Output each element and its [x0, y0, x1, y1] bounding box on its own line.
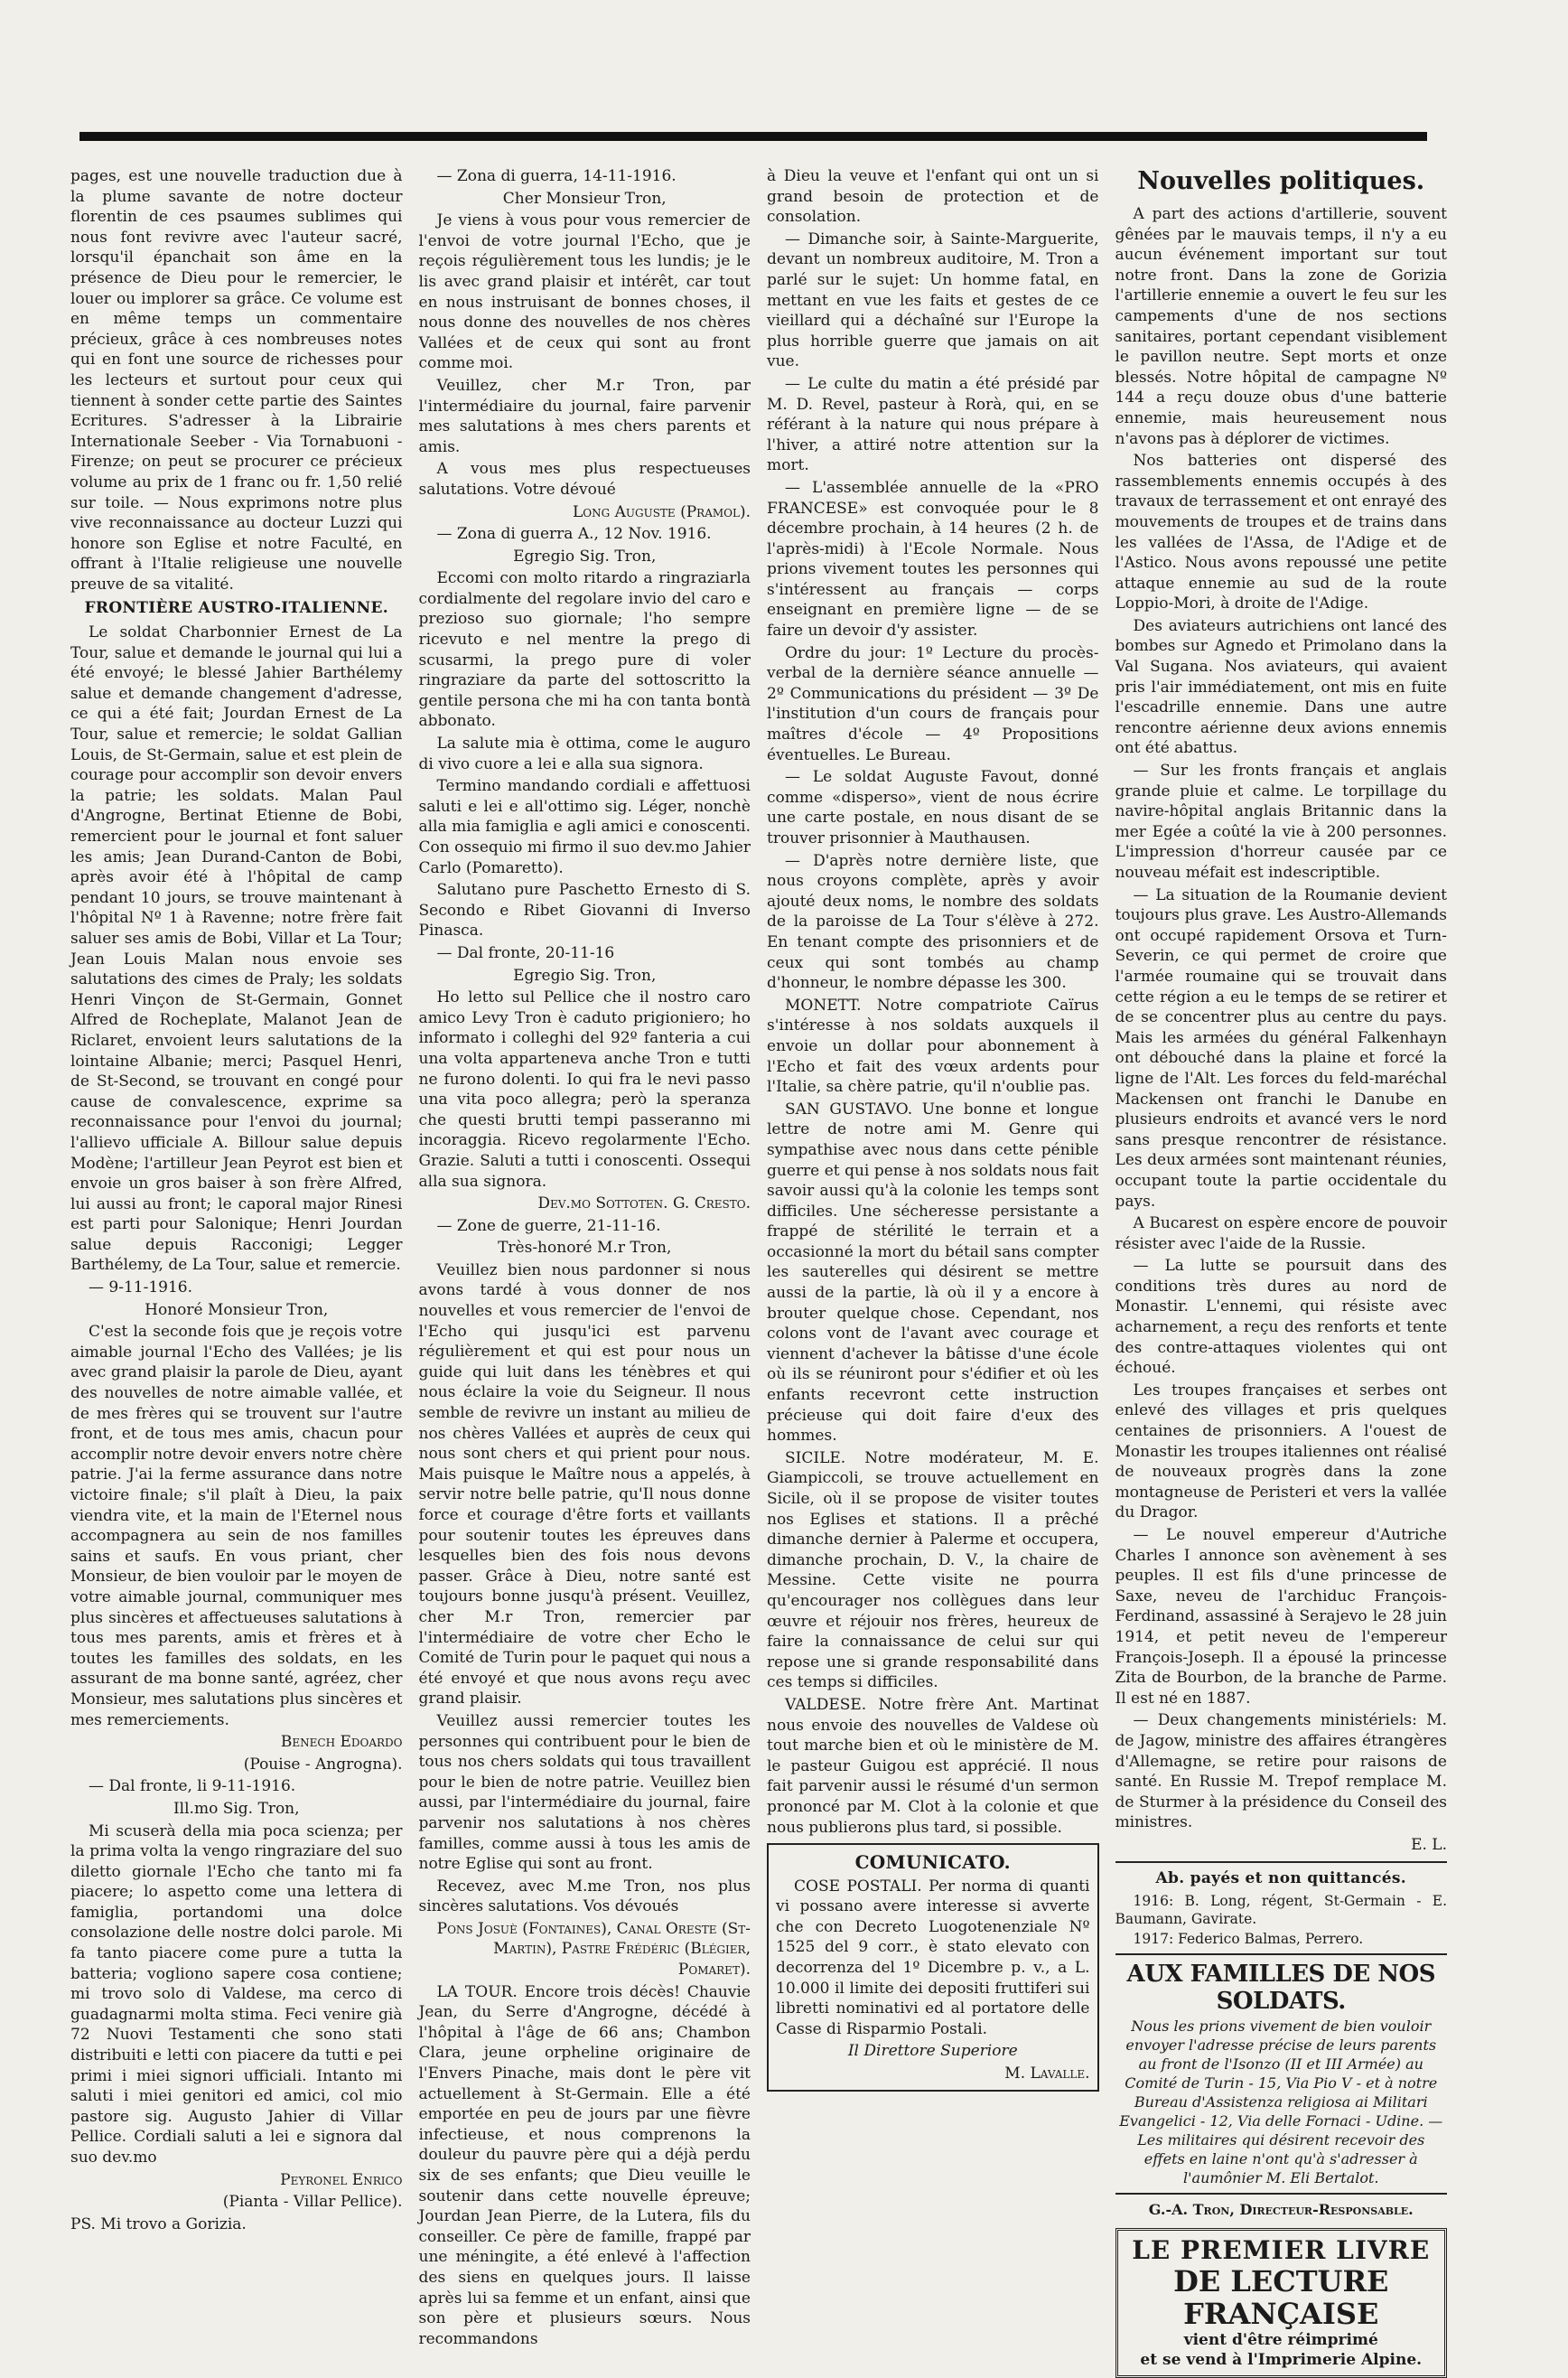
political-news-title: Nouvelles politiques.: [1137, 167, 1425, 195]
book-advert-box: [1115, 2228, 1448, 2378]
subscriptions-list-item: 1916: B. Long, régent, St-Germain - E. Baumann, Gavirate.: [1115, 1893, 1447, 1928]
col2-paragraph: Veuillez, cher M.r Tron, par l'intermédiaire du journal, faire parvenir mes salutations à mes chers parents et amis.: [418, 376, 751, 456]
col4-paragraph: Des aviateurs autrichiens ont lancé des bombes sur Agnedo et Primolano dans la Val Sugana. Nos aviateurs, qui avaient pris l'air immédiatement, ont mis en fuite l'escadrille ennemie. Dans une autre rencontre aérienne deux avions ennemis ont été abattus.: [1115, 616, 1447, 758]
book-advert-line: LE PREMIER LIVRE: [1132, 2234, 1431, 2265]
col2-paragraph: LA TOUR. Encore trois décès! Chauvie Jean, du Serre d'Angrogne, décédé à l'hôpital à l'âge de 66 ans; Chambon Clara, jeune orpheline originaire de l'Envers Pinache, mais dont le père vit actuellement à St-Germain. Elle a été emportée en peu de jours par une fièvre infectieuse, et nous comprenons la douleur du pauvre père qui a déjà perdu six de ses enfants; que Dieu veuille le soutenir dans cette nouvelle épreuve; Jourdan Jean Pierre, de la Lutera, fils du conseiller. Ce père de famille, frappé par une méningite, a été enlevé à l'affection des siens en quelques jours. Il laisse après lui sa femme et un enfant, ainsi que son père et plusieurs sœurs. Nous recommandons: [418, 1982, 751, 2348]
col2-paragraph: Eccomi con molto ritardo a ringraziarla cordialmente del regolare invio del caro e prezioso suo giornale; l'ho sempre ricevuto e nel mentre la prego di scusarmi, la prego pure di voler ringraziare da parte del sottoscritto la gentile persona che mi ha con tanta bontà abbonato.: [418, 569, 751, 731]
letter-signature-place: (Pouise - Angrogna).: [243, 1755, 403, 1774]
subscriptions-list-item: 1917: Federico Balmas, Perrero.: [1133, 1931, 1364, 1948]
book-advert-line: et se vend à l'Imprimerie Alpine.: [1140, 2350, 1423, 2369]
letter-signature: Benech Edoardo: [280, 1733, 403, 1752]
letter-signature: Pons Josuè (Fontaines), Canal Oreste (St-Martin), Pastre Frédéric (Blégier, Pomaret).: [436, 1919, 751, 1980]
col3-paragraph: VALDESE. Notre frère Ant. Martinat nous envoie des nouvelles de Valdese où tout marche bien et où le ministère de M. le pasteur Guigou est apprécié. Il nous fait parvenir aussi le résumé d'un sermon prononcé par M. Clot à la colonie et que nous publierons plus tard, si possible.: [767, 1695, 1099, 1837]
communicato-signature-title: Il Direttore Superiore: [847, 2042, 1018, 2061]
col2-paragraph: La salute mia è ottima, come le auguro di vivo cuore a lei e alla sua signora.: [418, 735, 751, 773]
top-rule: [79, 132, 1427, 141]
col1-paragraph: C'est la seconde fois que je reçois votre aimable journal l'Echo des Vallées; je lis avec grand plaisir la parole de Dieu, ayant des nouvelles de notre aimable vallée, et de mes frères qui se trouvent sur l'autre front, et de tous mes amis, chacun pour accomplir notre devoir envers notre chère patrie. J'ai la ferme assurance dans notre victoire finale; s'il plaît à Dieu, la paix viendra vite, et la main de l'Eternel nous accompagnera au sein de nos familles sains et saufs. En vous priant, cher Monsieur, de bien vouloir par le moyen de votre aimable journal, communiquer mes plus sincères et affectueuses salutations à tous mes parents, amis et frères et à toutes les familles des soldats, en les assurant de ma bonne santé, agréez, cher Monsieur, mes salutations plus sincères et mes remerciements.: [70, 1323, 403, 1729]
col3-paragraph: — Dimanche soir, à Sainte-Marguerite, devant un nombreux auditoire, M. Tron a parlé sur le sujet: Un homme fatal, en mettant en vue les faits et gestes de ce vieillard qui a déchaîné sur l'Europe la plus horrible guerre que jamais on ait vue.: [767, 229, 1099, 371]
subscriptions-heading: Ab. payés et non quittancés.: [1155, 1868, 1406, 1887]
col3-paragraph: à Dieu la veuve et l'enfant qui ont un si grand besoin de protection et de consolation.: [767, 167, 1099, 227]
col4-paragraph: A part des actions d'artillerie, souvent gênées par le mauvais temps, il n'y a eu aucun événement important sur tout notre front. Dans la zone de Gorizia l'artillerie ennemie a ouvert le feu sur les campements d'une de nos sections sanitaires, portant cependant visiblement le pavillon neutre. Sept morts et onze blessés. Notre hôpital de campagne Nº 144 a reçu douze obus d'une batterie ennemie, mais heureusement nous n'avons pas à déplorer de victimes.: [1115, 205, 1447, 448]
col2-paragraph: Recevez, avec M.me Tron, nos plus sincères salutations. Vos dévoués: [418, 1877, 751, 1916]
divider: [1115, 1861, 1448, 1863]
families-notice-title: AUX FAMILLES DE NOS SOLDATS.: [1126, 1961, 1435, 2016]
director-line: G.-A. Tron, Directeur-Responsable.: [1148, 2201, 1414, 2219]
letter-signature: Long Auguste (Pramol).: [573, 502, 751, 521]
letter-salutation: Egregio Sig. Tron,: [513, 966, 657, 985]
communicato-signature: M. Lavalle.: [1004, 2064, 1090, 2083]
col2-paragraph: Termino mandando cordiali e affettuosi saluti e lei e all'ottimo sig. Léger, nonchè alla mia famiglia e agli amici e conoscenti. Con ossequio mi firmo il suo dev.mo Jahier Carlo (Pomaretto).: [418, 777, 751, 877]
col2-paragraph: Veuillez bien nous pardonner si nous avons tardé à vous donner de nos nouvelles et vous remercier de l'envoi de l'Echo qui jusqu'ici est parvenu régulièrement et qui est pour nous un guide qui luit dans les ténèbres et qui nous éclaire la voie du Seigneur. Il nous semble de revivre un instant au milieu de nos chères Vallées et auprès de ceux qui nous sont chers et qui prient pour nous. Mais puisque le Maître nous a appelés, à servir notre belle patrie, qu'Il nous donne force et courage d'être forts et vaillants pour soutenir toutes les épreuves dans lesquelles bien des fois nous devons passer. Grâce à Dieu, notre santé est toujours bonne jusqu'à présent. Veuillez, cher M.r Tron, remercier par l'intermédiaire de votre cher Echo le Comité de Turin pour le paquet qui nous a été envoyé et que nous avons reçu avec grand plaisir.: [418, 1260, 751, 1709]
letter-salutation: Ill.mo Sig. Tron,: [173, 1799, 300, 1818]
column-3: [767, 166, 1099, 2228]
letter-salutation: Honoré Monsieur Tron,: [145, 1300, 329, 1319]
letter-salutation: Cher Monsieur Tron,: [502, 189, 667, 208]
column-2: [418, 166, 751, 2348]
col4-paragraph: Les troupes françaises et serbes ont enlevé des villages et pris quelques centaines de prisonniers. A l'ouest de Monastir les troupes italiennes ont réalisé de nouveaux progrès dans la zone montagneuse de Peristeri et vers la vallée du Dragor.: [1115, 1381, 1447, 1522]
col2-paragraph: Ho letto sul Pellice che il nostro caro amico Levy Tron è caduto prigioniero; ho informato i colleghi del 92º fanteria a cui una volta apparteneva anche Tron e tutti ne furono dolenti. Io qui fra le nevi passo una vita poco allegra; però la speranza che questi brutti tempi passeranno mi incoraggia. Ricevo regolarmente l'Echo. Grazie. Saluti a tutti i conoscenti. Ossequi alla sua signora.: [418, 988, 751, 1191]
letter-salutation: Egregio Sig. Tron,: [513, 547, 657, 566]
letter-signature: Peyronel Enrico: [280, 2170, 403, 2189]
letter-salutation: Très-honoré M.r Tron,: [498, 1239, 672, 1258]
letter-date: — Dal fronte, li 9-11-1916.: [89, 1777, 296, 1796]
col3-paragraph: Ordre du jour: 1º Lecture du procès-verbal de la dernière séance annuelle — 2º Communications du président — 3º De l'institution d'un cours de français pour maîtres d'école — 4º Propositions éventuelles. Le Bureau.: [767, 643, 1099, 764]
author-initials: E. L.: [1411, 1835, 1447, 1854]
col3-paragraph: SAN GUSTAVO. Une bonne et longue lettre de notre ami M. Genre qui sympathise avec nous dans cette pénible guerre et qui pense à nos soldats nous fait savoir aussi qu'à la colonie les temps sont difficiles. Une sécheresse persistante a frappé de stérilité le terrain et a occasionné la mort du bétail sans compter les sauterelles qui désirent se mettre aussi de la partie, là où il y a encore à brouter quelque chose. Cependant, nos colons vont de l'avant avec courage et viennent d'achever la bâtisse d'une école où ils se réuniront pour s'édifier et où les enfants recevront cette instruction précieuse qui doit faire d'eux des hommes.: [767, 1100, 1099, 1446]
col3-paragraph: — D'après notre dernière liste, que nous croyons complète, après y avoir ajouté deux noms, le nombre des soldats de la paroisse de La Tour s'élève à 272. En tenant compte des prisonniers et de ceux qui sont tombés au champ d'honneur, le nombre dépasse les 300.: [767, 851, 1099, 993]
col3-paragraph: SICILE. Notre modérateur, M. E. Giampiccoli, se trouve actuellement en Sicile, où il se propose de visiter toutes nos Eglises et stations. Il a prêché dimanche dernier à Palerme et occupera, dimanche prochain, D. V., la chaire de Messine. Cette visite ne pourra qu'encourager nos collègues dans leur œuvre et réjouir nos frères, heureux de faire la connaissance de celui sur qui repose une si grande responsabilité dans ces temps si difficiles.: [767, 1448, 1099, 1692]
col4-paragraph: A Bucarest on espère encore de pouvoir résister avec l'aide de la Russie.: [1115, 1214, 1447, 1253]
letter-date: — Zona di guerra A., 12 Nov. 1916.: [436, 525, 712, 544]
col4-paragraph: Nos batteries ont dispersé des rassemblements ennemis occupés à des travaux de terrassement et ont enrayé des mouvements de troupes et de trains dans les vallées de l'Assa, de l'Adige et de l'Astico. Nous avons repoussé une petite attaque ennemie au sud de la route Loppio-Mori, à droite de l'Adige.: [1115, 452, 1447, 613]
col2-paragraph: Salutano pure Paschetto Ernesto di S. Secondo e Ribet Giovanni di Inverso Pinasca.: [418, 881, 751, 941]
col3-paragraph: — Le culte du matin a été présidé par M. D. Revel, pasteur à Rorà, qui, en se référant à la nature qui nous prépare à l'hiver, a attiré notre attention sur la mort.: [767, 374, 1099, 475]
col2-paragraph: A vous mes plus respectueuses salutations. Votre dévoué: [418, 460, 751, 499]
book-advert-title: DE LECTURE FRANÇAISE: [1173, 2263, 1389, 2331]
col1-paragraph: pages, est une nouvelle traduction due à la plume savante de notre docteur florentin de ces psaumes sublimes qui nous font revivre avec l'auteur sacré, lorsqu'il épanchait son âme en la présence de Dieu pour le remercier, le louer ou implorer sa grâce. Ce volume est en même temps un commentaire précieux, grâce à ces nombreuses notes qui en font une source de richesses pour les lecteurs et surtout pour ceux qui tiennent à sonder cette partie des Saintes Ecritures. S'adresser à la Librairie Internationale Seeber - Via Tornabuoni - Firenze; on peut se procurer ce précieux volume au prix de 1 franc ou fr. 1,50 relié sur toile. — Nous exprimons notre plus vive reconnaissance au docteur Luzzi qui honore son Eglise et notre Faculté, en offrant à l'Italie religieuse une nouvelle preuve de sa vitalité.: [70, 167, 403, 594]
postscript: PS. Mi trovo a Gorizia.: [70, 2214, 247, 2233]
column-1: [70, 166, 403, 2233]
col4-paragraph: — Sur les fronts français et anglais grande pluie et calme. Le torpillage du navire-hôpital anglais Britannic dans la mer Egée a coûté la vie à 200 personnes. L'impression d'horreur causée par ce nouveau méfait est indescriptible.: [1115, 762, 1447, 882]
column-4: [1115, 166, 1448, 2369]
letter-date: — Zone de guerre, 21-11-16.: [436, 1216, 661, 1235]
letter-date: — Dal fronte, 20-11-16: [436, 943, 615, 962]
divider: [1115, 1953, 1448, 1955]
communicato-box: [767, 1843, 1099, 2092]
col3-paragraph: — Le soldat Auguste Favout, donné comme «disperso», vient de nous écrire une carte postale, en nous disant de se trouver prisonnier à Mauthausen.: [767, 768, 1099, 847]
col4-paragraph: — Le nouvel empereur d'Autriche Charles I annonce son avènement à ses peuples. Il est fils d'une princesse de Saxe, neveu de l'archiduc François-Ferdinand, assassiné à Serajevo le 28 juin 1914, et petit neveu de l'empereur François-Joseph. Il a épousé la princesse Zita de Bourbon, de la branche de Parme. Il est né en 1887.: [1115, 1526, 1447, 1708]
letter-date: — 9-11-1916.: [89, 1278, 193, 1297]
col3-paragraph: — L'assemblée annuelle de la «PRO FRANCESE» est convoquée pour le 8 décembre prochain, à 14 heures (2 h. de l'après-midi) à l'Ecole Normale. Nous prions vivement toutes les personnes qui s'intéressent au français — corps enseignant en première ligne — de se faire un devoir d'y assister.: [767, 478, 1099, 641]
col3-paragraph: MONETT. Notre compatriote Caïrus s'intéresse à nos soldats auxquels il envoie un dollar pour abonnement à l'Echo et fait des vœux ardents pour l'Italie, sa chère patrie, qu'il n'oublie pas.: [767, 996, 1099, 1097]
letter-signature-place: (Pianta - Villar Pellice).: [222, 2193, 403, 2212]
families-notice-body: Nous les prions vivement de bien vouloir envoyer l'adresse précise de leurs parents au front de l'Isonzo (II et III Armée) au Comité de Turin - 15, Via Pio V - et à notre Bureau d'Assistenza religiosa ai Militari Evangelici - 12, Via delle Fornaci - Udine. — Les militaires qui désirent recevoir des effets en laine n'ont qu'à s'adresser à l'aumônier M. Eli Bertalot.: [1119, 2018, 1443, 2187]
col4-paragraph: — Deux changements ministériels: M. de Jagow, ministre des affaires étrangères d'Allemagne, se retire pour raisons de santé. En Russie M. Trepof remplace M. de Sturmer à la présidence du Conseil des ministres.: [1115, 1711, 1447, 1832]
section-heading: FRONTIÈRE AUSTRO-ITALIENNE.: [84, 599, 388, 618]
divider: [1115, 2193, 1448, 2195]
col1-paragraph: Mi scuserà della mia poca scienza; per la prima volta la vengo ringraziare del suo diletto giornale l'Echo che tanto mi fa piacere; lo aspetto come una lettera di famiglia, portandomi una dolce consolazione delle nostre dolci parole. Mi fa tanto piacere come pure a tutta la batteria; vogliono sapere cosa contiene; mi trovo solo di Valdese, ma cerco di guadagnarmi molta stima. Feci venire già 72 Nuovi Testamenti che sono stati distribuiti e letti con piacere da tutti e pei primi i miei signori ufficiali. Intanto mi saluti i miei genitori ed amici, col mio pastore sig. Augusto Jahier di Villar Pellice. Cordiali saluti a lei e signora dal suo dev.mo: [70, 1821, 403, 2167]
letter-date: — Zona di guerra, 14-11-1916.: [436, 167, 677, 185]
book-advert-line: vient d'être réimprimé: [1183, 2330, 1378, 2349]
col2-paragraph: Je viens à vous pour vous remercier de l'envoi de votre journal l'Echo, que je reçois régulièrement tous les lundis; je le lis avec grand plaisir et intérêt, car tout en nous instruisant de bonnes choses, il nous donne des nouvelles de nos chères Vallées et de ceux qui sont au front comme moi.: [418, 211, 751, 373]
col4-paragraph: — La lutte se poursuit dans des conditions très dures au nord de Monastir. L'ennemi, qui résiste avec acharnement, a reçu des renforts et tente des contre-attaques violentes qui ont échoué.: [1115, 1257, 1447, 1378]
letter-signature: Dev.mo Sottoten. G. Cresto.: [537, 1194, 751, 1213]
col1-paragraph: Le soldat Charbonnier Ernest de La Tour, salue et demande le journal qui lui a été envoyé; le blessé Jahier Barthélemy salue et demande changement d'adresse, ce qui a été fait; Jourdan Ernest de La Tour, salue et remercie; le soldat Gallian Louis, de St-Germain, salue et est plein de courage pour accomplir son devoir envers la patrie; les soldats. Malan Paul d'Angrogne, Bertinat Etienne de Bobi, remercient pour le journal et font saluer les amis; Jean Durand-Canton de Bobi, après avoir été à l'hôpital de camp pendant 10 jours, se trouve maintenant à l'hôpital Nº 1 à Ravenne; notre frère fait saluer ses amis de Bobi, Villar et La Tour; Jean Louis Malan nous envoie ses salutations des cimes de Praly; les soldats Henri Vinçon de St-Germain, Gonnet Alfred de Rocheplate, Malanot Jean de Riclaret, envoient leurs salutations de la lointaine Albanie; merci; Pasquel Henri, de St-Second, se trouvant en congé pour cause de convalescence, exprime sa reconnaissance pour l'envoi du journal; l'allievo ufficiale A. Billour salue depuis Modène; l'artilleur Jean Peyrot est bien et envoie un gros baiser à son frère Alfred, lui aussi au front; le caporal major Rinesi est parti pour Salonique; Henri Jourdan salue depuis Racconigi; Legger Barthélemy, de La Tour, salue et remercie.: [70, 623, 403, 1275]
communicato-body: COSE POSTALI. Per norma di quanti vi possano avere interesse si avverte che con Decreto Luogotenenziale Nº 1525 del 9 corr., è stato elevato con decorrenza del 1º Dicembre p. v., a L. 10.000 il limite dei depositi fruttiferi sui libretti nominativi ed al portatore delle Casse di Risparmio Postali.: [776, 1877, 1090, 2038]
col2-paragraph: Veuillez aussi remercier toutes les personnes qui contribuent pour le bien de tous nos chers soldats qui tous travaillent pour le bien de notre patrie. Veuillez bien aussi, par l'intermédiaire du journal, faire parvenir nos salutations à nos chères familles, comme aussi à tous les amis de notre Eglise qui sont au front.: [418, 1711, 751, 1874]
communicato-heading: COMUNICATO.: [854, 1851, 1011, 1874]
col4-paragraph: — La situation de la Roumanie devient toujours plus grave. Les Austro-Allemands ont occupé rapidement Orsova et Turn-Severin, ce qui permet de croire que l'armée roumaine qui se trouvait dans cette région a eu le temps de se retirer et de se concentrer plus au centre du pays. Mais les armées du général Falkenhayn ont débouché dans la plaine et forcé la ligne de l'Alt. Les forces du feld-maréchal Mackensen ont franchi le Danube en plusieurs endroits et avancé vers le nord sans presque rencontrer de résistance. Les deux armées sont maintenant réunies, occupant toute la partie occidentale du pays.: [1115, 885, 1447, 1211]
newspaper-columns: [70, 166, 1447, 2369]
